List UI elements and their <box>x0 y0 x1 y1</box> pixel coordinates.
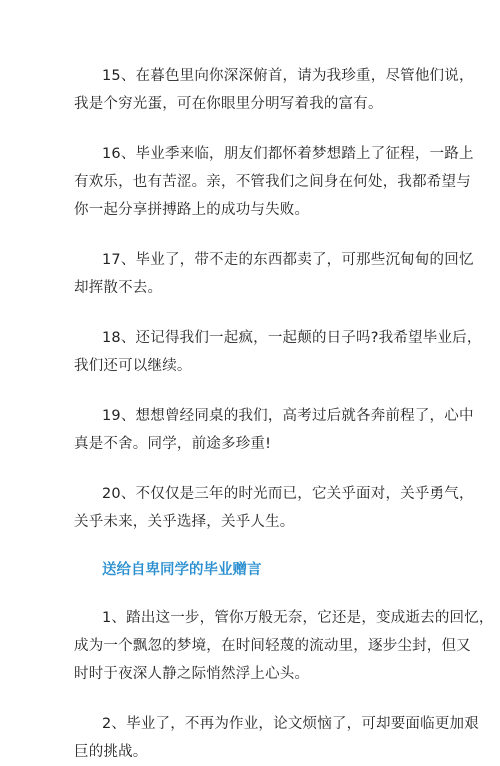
paragraph-2 <box>74 710 479 766</box>
paragraph-line: 你一起分享拼搏路上的成功与失败。 <box>74 202 310 218</box>
paragraph-line: 真是不舍。同学，前途多珍重! <box>74 436 272 452</box>
paragraph-line: 有欢乐，也有苦涩。亲，不管我们之间身在何处，我都希望与 <box>74 174 471 190</box>
paragraph-1 <box>74 604 494 688</box>
paragraph-16 <box>74 140 474 224</box>
paragraph-line: 17、毕业了，带不走的东西都卖了，可那些沉甸甸的回忆 <box>102 252 474 268</box>
paragraph-line: 关乎未来，关乎选择，关乎人生。 <box>74 514 295 530</box>
paragraph-17 <box>74 246 474 302</box>
paragraph-18 <box>74 324 482 380</box>
paragraph-15 <box>74 62 474 118</box>
paragraph-line: 16、毕业季来临，朋友们都怀着梦想踏上了征程，一路上 <box>102 146 474 162</box>
paragraph-19 <box>74 402 474 458</box>
paragraph-line: 2、毕业了，不再为作业，论文烦恼了，可却要面临更加艰 <box>102 716 479 732</box>
paragraph-20 <box>74 480 474 536</box>
paragraph-line: 15、在暮色里向你深深俯首，请为我珍重，尽管他们说， <box>102 68 474 84</box>
paragraph-line: 1、踏出这一步，管你万般无奈，它还是，变成逝去的回忆， <box>102 610 494 626</box>
paragraph-line: 19、想想曾经同桌的我们，高考过后就各奔前程了，心中 <box>102 408 474 424</box>
paragraph-line: 却挥散不去。 <box>74 280 163 296</box>
paragraph-line: 18、还记得我们一起疯，一起颠的日子吗?我希望毕业后， <box>102 330 482 346</box>
paragraph-line: 20、不仅仅是三年的时光而已，它关乎面对，关乎勇气， <box>102 486 474 502</box>
section-heading: 送给自卑同学的毕业赠言 <box>102 562 262 578</box>
paragraph-line: 我是个穷光蛋，可在你眼里分明写着我的富有。 <box>74 96 383 112</box>
paragraph-line: 时时于夜深人静之际悄然浮上心头。 <box>74 666 310 682</box>
paragraph-line: 成为一个飘忽的梦境，在时间轻蔑的流动里，逐步尘封，但又 <box>74 638 471 654</box>
paragraph-line: 巨的挑战。 <box>74 744 148 760</box>
paragraph-line: 我们还可以继续。 <box>74 358 192 374</box>
